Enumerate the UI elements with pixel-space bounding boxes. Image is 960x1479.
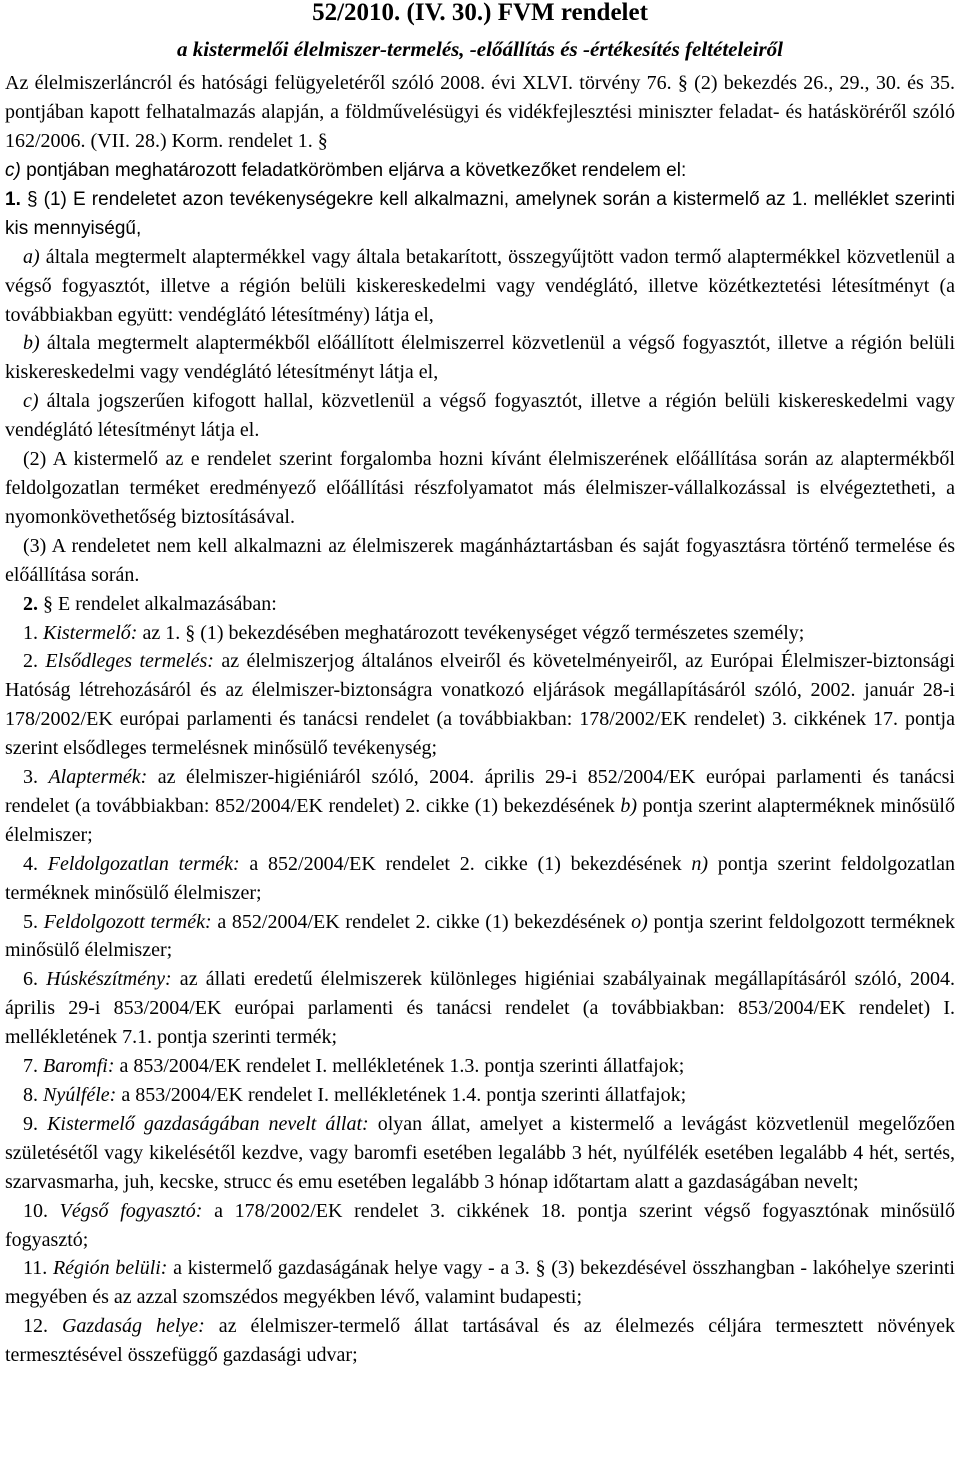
definition-term: Feldolgozatlan termék: bbox=[47, 852, 240, 875]
page-subtitle: a kistermelői élelmiszer-termelés, -előállítás és -értékesítés feltételeiről bbox=[177, 37, 783, 61]
definition-item bbox=[5, 1254, 955, 1312]
definition-item bbox=[5, 850, 955, 908]
preamble-continuation bbox=[5, 160, 686, 181]
definition-point-letter: n) bbox=[691, 852, 709, 875]
definition-text: a kistermelő gazdaságának helye vagy - a 3. § (3) bekezdésével összhangban - lakóhelye szerinti megyében és az azzal szomszédos megyékben lévő, valamint budapesti; bbox=[5, 1257, 955, 1309]
definition-term: Feldolgozott termék: bbox=[43, 910, 212, 933]
definition-text: olyan állat, amelyet a kistermelő a levágást közvetlenül megelőzően születésétől vagy kikelésétől kezdve, vagy baromfi esetében legalább 3 hét, nyúlfélék esetében legalább 4 hét, sertés, szarvasmarha, juh, kecske, strucc és emu esetében legalább 3 hónap időtartam alatt a gazdaságában nevelt; bbox=[5, 1112, 955, 1193]
section-2-intro bbox=[5, 590, 955, 619]
definition-item bbox=[5, 1110, 955, 1197]
definition-text-end: pontja szerint alapterméknek minősülő élelmiszer; bbox=[5, 794, 955, 846]
definition-item bbox=[5, 1197, 955, 1255]
definition-number: 3. bbox=[23, 766, 49, 789]
definition-number: 1. bbox=[23, 621, 43, 644]
definition-item bbox=[5, 908, 955, 966]
section-1-paragraph-1 bbox=[5, 185, 955, 243]
definition-number: 12. bbox=[23, 1315, 62, 1338]
definition-number: 4. bbox=[23, 852, 48, 875]
definition-point-letter: b) bbox=[620, 794, 638, 817]
definition-term: Kistermelő gazdaságában nevelt állat: bbox=[47, 1112, 369, 1135]
definition-term: Baromfi: bbox=[43, 1055, 115, 1078]
definition-term: Végső fogyasztó: bbox=[59, 1199, 203, 1222]
section-2-number: 2. bbox=[23, 592, 43, 615]
definition-item bbox=[5, 763, 955, 850]
definition-term: Régión belüli: bbox=[52, 1257, 168, 1280]
definition-item bbox=[5, 1312, 955, 1370]
definition-term: Alaptermék: bbox=[48, 766, 148, 789]
section-1-number: 1. bbox=[5, 188, 27, 210]
point-b-text: általa megtermelt alaptermékből előállított élelmiszerrel közvetlenül a végső fogyasztót, illetve a régión belüli kiskereskedelmi vagy vendéglátó létesítményt látja el, bbox=[5, 332, 955, 384]
definition-number: 8. bbox=[23, 1084, 43, 1106]
point-a-letter: a) bbox=[23, 245, 40, 268]
definition-number: 11. bbox=[23, 1257, 53, 1280]
definition-text: az élelmiszer-higiéniáról szóló, 2004. április 29-i 852/2004/EK európai parlamenti és tanácsi rendelet (a továbbiakban: 852/2004/EK rendelet) 2. cikke (1) bekezdésének bbox=[5, 766, 955, 817]
definition-text-end: pontja szerint feldolgozatlan terméknek minősülő élelmiszer; bbox=[5, 852, 955, 904]
definition-item bbox=[5, 1081, 955, 1110]
definition-number: 9. bbox=[23, 1112, 48, 1135]
definition-item bbox=[5, 1052, 955, 1081]
definition-item bbox=[5, 965, 955, 1052]
definition-number: 6. bbox=[23, 968, 47, 991]
definition-term: Húskészítmény: bbox=[46, 968, 172, 991]
section-1-point-c bbox=[5, 387, 955, 445]
preamble-text: Az élelmiszerláncról és hatósági felügyeletéről szóló 2008. évi XLVI. törvény 76. § (2) bekezdés 26., 29., 30. és 35. pontjában kapott felhatalmazás alapján, a földművelésügyi és vidékfejlesztési miniszter feladat- és hatásköréről szóló 162/2006. (VII. 28.) Korm. rendelet 1. § bbox=[5, 72, 955, 152]
section-1-paragraph-2: (2) A kistermelő az e rendelet szerint forgalomba hozni kívánt élelmiszerének előállítása során az alaptermékből feldolgozatlan terméket eredményező előállítási részfolyamatot más élelmiszer-vállalkozással is elvégeztetheti, a nyomonkövethetőség biztosításával. bbox=[5, 448, 955, 528]
point-c-text: általa jogszerűen kifogott hallal, közvetlenül a végső fogyasztót, illetve a régión belüli kiskereskedelmi vagy vendéglátó létesítményt látja el. bbox=[5, 390, 955, 442]
definition-text: az állati eredetű élelmiszerek különleges higiéniai szabályainak megállapításáról szóló, 2004. április 29-i 853/2004/EK európai parlamenti és tanácsi rendelet (a továbbiakban: 853/2004/EK rendelet) I. mellékletének 7.1. pontja szerinti termék; bbox=[5, 968, 955, 1049]
definition-number: 10. bbox=[23, 1199, 60, 1222]
definition-term: Gazdaság helye: bbox=[61, 1315, 205, 1338]
definition-term: Kistermelő: bbox=[43, 621, 138, 644]
definition-text: az élelmiszerjog általános elveiről és követelményeiről, az Európai Élelmiszer-biztonsági Hatóság létrehozásáról és az élelmiszer-biztonságra vonatkozó eljárások megállapításáról szóló, 2002. január 28-i 178/2002/EK európai parlamenti és tanácsi rendelet (a továbbiakban: 178/2002/EK rendelet) 3. cikkének 17. pontja szerint elsődleges termelésnek minősülő tevékenység; bbox=[5, 650, 955, 760]
definition-term: Nyúlféle: bbox=[43, 1084, 117, 1106]
definition-text: az 1. § (1) bekezdésében meghatározott tevékenységet végző természetes személy; bbox=[137, 621, 805, 644]
definition-item bbox=[5, 647, 955, 763]
definition-number: 7. bbox=[23, 1055, 43, 1078]
preamble bbox=[5, 69, 955, 185]
point-b-letter: b) bbox=[23, 332, 40, 355]
definition-text: a 852/2004/EK rendelet 2. cikke (1) bekezdésének bbox=[211, 910, 632, 933]
definition-point-letter: o) bbox=[631, 910, 648, 933]
definition-text: a 178/2002/EK rendelet 3. cikkének 18. pontja szerint végső fogyasztónak minősülő fogyasztó; bbox=[5, 1199, 956, 1251]
point-a-text: általa megtermelt alaptermékkel vagy általa betakarított, összegyűjtött vadon termő alaptermékkel közvetlenül a végső fogyasztót, illetve a régión belüli kiskereskedelmi vagy vendéglátó, illetve közétkeztetési létesítményt (a továbbiakban együtt: vendéglátó létesítmény) látja el, bbox=[5, 245, 955, 326]
section-1-point-a bbox=[5, 243, 955, 330]
definition-text: az élelmiszer-termelő állat tartásával és az élelmezés céljára termesztett növények termesztésével összefüggő gazdasági udvar; bbox=[5, 1315, 956, 1367]
point-c-letter: c) bbox=[23, 390, 39, 413]
preamble-text-end: pontjában meghatározott feladatkörömben eljárva a következőket rendelem el: bbox=[20, 159, 687, 181]
section-2-intro-text: § E rendelet alkalmazásában: bbox=[43, 592, 277, 615]
definition-text: a 853/2004/EK rendelet I. mellékletének 1.3. pontja szerinti állatfajok; bbox=[114, 1055, 685, 1078]
section-1-p1-text: § (1) E rendeletet azon tevékenységekre kell alkalmazni, amelynek során a kistermelő az 1. melléklet szerinti kis mennyiségű, bbox=[5, 188, 956, 239]
definition-text: a 853/2004/EK rendelet I. mellékletének 1.4. pontja szerinti állatfajok; bbox=[116, 1084, 687, 1106]
section-1-paragraph-3: (3) A rendeletet nem kell alkalmazni az élelmiszerek magánháztartásban és saját fogyasztásra történő termelése és előállítása során. bbox=[5, 534, 955, 586]
definition-text-end: pontja szerint feldolgozott terméknek minősülő élelmiszer; bbox=[5, 910, 955, 962]
preamble-c-letter: c) bbox=[5, 159, 21, 181]
definition-item bbox=[5, 619, 955, 648]
definition-text: a 852/2004/EK rendelet 2. cikke (1) bekezdésének bbox=[239, 852, 692, 875]
definition-number: 2. bbox=[23, 650, 46, 673]
definition-number: 5. bbox=[23, 910, 44, 933]
definition-term: Elsődleges termelés: bbox=[45, 650, 214, 673]
page-title: 52/2010. (IV. 30.) FVM rendelet bbox=[312, 0, 648, 26]
section-1-point-b bbox=[5, 329, 955, 387]
